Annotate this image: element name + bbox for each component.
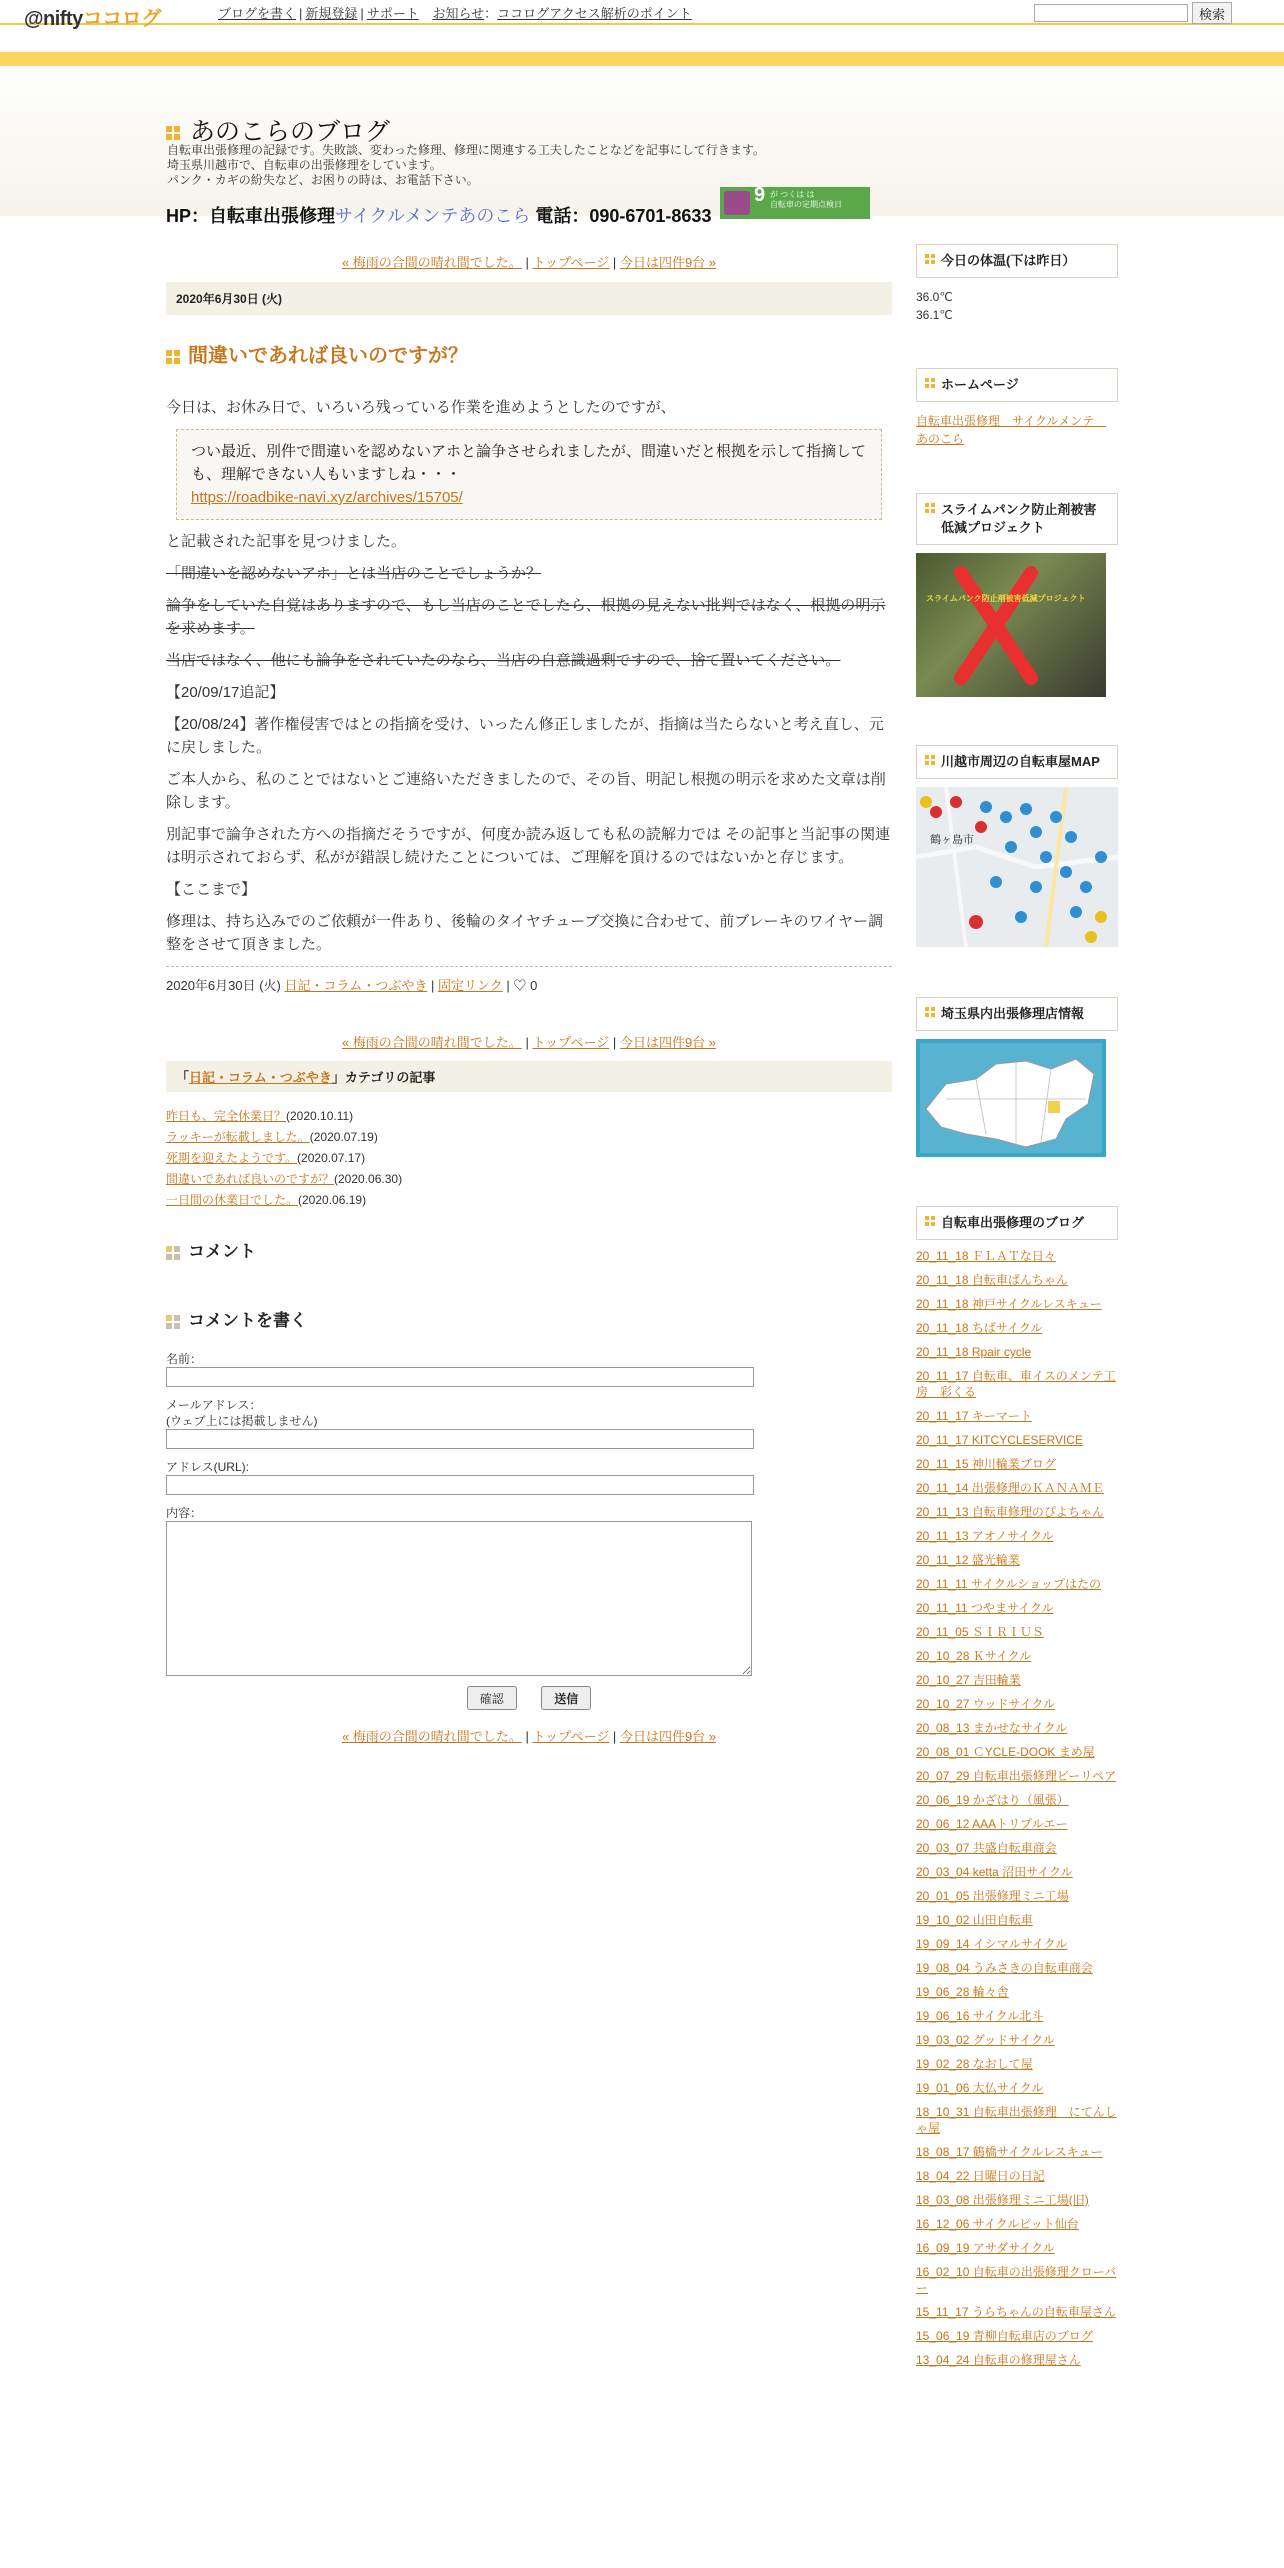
list-item xyxy=(916,2056,1118,2072)
name-field[interactable] xyxy=(166,1367,754,1387)
description-line: 埼玉県川越市で、自転車の出張修理をしています。 xyxy=(167,158,442,172)
cross-mark-icon xyxy=(916,553,1106,697)
nav-separator: | xyxy=(525,1035,529,1050)
post-paragraph: ご本人から、私のことではないとご連絡いただきましたので、その旨、明記し根拠の明示を求めた文章は削除します。 xyxy=(166,771,886,811)
nav-separator: | xyxy=(525,255,529,270)
blog-link[interactable]: 20_11_17 KITCYCLESERVICE xyxy=(916,1433,1083,1447)
struck-paragraph: 論争をしていた自覚はありますので、もし当店のことでしたら、根拠の見えない批判ではなく、根拠の明示を求めます。 xyxy=(166,597,886,637)
square-bullet-icon xyxy=(925,1007,935,1017)
nav-separator: | xyxy=(299,6,303,21)
blog-link[interactable]: 18_10_31 自転車出張修理 にてんしゃ屋 xyxy=(916,2105,1117,2135)
post-title[interactable] xyxy=(166,339,892,368)
list-item xyxy=(916,1648,1118,1664)
category-article-list xyxy=(166,1106,892,1211)
permalink-link[interactable]: 固定リンク xyxy=(438,978,503,993)
form-buttons xyxy=(166,1686,892,1710)
square-bullet-icon xyxy=(166,126,180,140)
url-field[interactable] xyxy=(166,1475,754,1495)
list-item xyxy=(916,1368,1118,1400)
category-article-link[interactable]: 間違いであれば良いのですが？ xyxy=(166,1172,335,1186)
blog-link[interactable]: 20_11_18 Rpair cycle xyxy=(916,1345,1032,1359)
list-item xyxy=(916,1248,1118,1264)
next-post-link[interactable]: 今日は四件9台 » xyxy=(619,255,717,270)
list-item xyxy=(916,1840,1118,1856)
top-page-link[interactable]: トップページ xyxy=(532,1035,610,1050)
article-date: (2020.06.19) xyxy=(298,1193,367,1207)
blog-link[interactable]: 19_01_06 大仏サイクル xyxy=(916,2081,1044,2095)
category-article-link[interactable]: 一日間の休業日でした。 xyxy=(166,1193,299,1207)
list-item xyxy=(916,1912,1118,1928)
post-paragraph: 【20/08/24】著作権侵害ではとの指摘を受け、いったん修正しましたが、指摘は当たらないと考え直し、元に戻しました。 xyxy=(166,716,884,756)
list-item xyxy=(916,1720,1118,1736)
like-count: 0 xyxy=(530,978,538,993)
struck-paragraph: 「間違いを認めないアホ」とは当店のことでしょうか？ xyxy=(166,565,542,582)
homepage-widget xyxy=(916,368,1118,448)
blog-link[interactable]: 20_06_12 AAAトリプルエー xyxy=(916,1817,1068,1831)
blog-link[interactable]: 19_09_14 イシマルサイクル xyxy=(916,1937,1068,1951)
square-bullet-icon xyxy=(925,503,935,513)
email-note: (ウェブ上には掲載しません) xyxy=(166,1414,318,1428)
list-item xyxy=(916,2104,1118,2136)
widget-title-text: 今日の体温(下は昨日） xyxy=(941,253,1076,268)
nav-separator: | xyxy=(612,255,617,270)
blog-description xyxy=(167,143,765,188)
list-item xyxy=(916,1296,1118,1312)
post-paragraph: 修理は、持ち込みでのご依頼が一件あり、後輪のタイヤチューブ交換に合わせて、前ブレーキのワイヤー調整をさせて頂きました。 xyxy=(166,913,884,953)
category-header-suffix: 」カテゴリの記事 xyxy=(331,1070,436,1085)
square-bullet-icon xyxy=(166,1246,180,1260)
category-name-link[interactable]: 日記・コラム・つぶやき xyxy=(189,1070,332,1085)
list-item xyxy=(916,1504,1118,1520)
nav-separator: | xyxy=(360,6,364,21)
post-paragraph: 別記事で論争された方への指摘だそうですが、何度か読み返しても私の読解力では その記事と当記事の関連は明示されておらず、私がが錯誤し続けたことについては、ご理解を頂けるのではないかと存じます。 xyxy=(166,826,891,866)
list-item xyxy=(916,2032,1118,2048)
main-column xyxy=(166,240,892,1745)
top-page-link[interactable]: トップページ xyxy=(532,1729,610,1744)
blog-link[interactable]: 20_03_07 共盛自転車商会 xyxy=(916,1841,1057,1855)
blog-link[interactable]: 16_12_06 サイクルピット仙台 xyxy=(916,2217,1079,2231)
bike-shop-map-image[interactable] xyxy=(916,787,1118,947)
blog-link[interactable]: 20_07_29 自転車出張修理ビーリペア xyxy=(916,1769,1117,1783)
comments-heading-text: コメント xyxy=(188,1242,256,1261)
slime-project-widget xyxy=(916,493,1118,697)
footer-separator: | xyxy=(431,978,435,993)
blog-link[interactable]: 20_11_15 神川輪業ブログ xyxy=(916,1457,1056,1471)
homepage-link[interactable]: 自転車出張修理 サイクルメンテ あのこら xyxy=(916,414,1107,446)
homepage-line xyxy=(166,202,711,228)
blog-link[interactable]: 20_11_13 自転車修理のぴよちゃん xyxy=(916,1505,1104,1519)
footer-date: 2020年6月30日 (火) xyxy=(166,978,281,993)
category-articles-header xyxy=(166,1061,892,1092)
write-comment-heading-text: コメントを書く xyxy=(188,1311,307,1330)
list-item xyxy=(916,1408,1118,1424)
blog-link[interactable]: 18_08_17 鶴橋サイクルレスキュー xyxy=(916,2145,1103,2159)
temperature-yesterday: 36.1℃ xyxy=(916,308,953,322)
article-date: (2020.07.19) xyxy=(309,1130,378,1144)
description-line: パンク・カギの紛失など、お困りの時は、お電話下さい。 xyxy=(167,173,479,187)
square-bullet-icon xyxy=(925,378,935,388)
blog-link[interactable]: 20_11_05 ＳＩＲＩＵＳ xyxy=(916,1625,1044,1639)
saitama-map-image[interactable] xyxy=(916,1039,1106,1157)
repair-blogs-widget xyxy=(916,1206,1118,2376)
like-button[interactable] xyxy=(513,978,537,993)
inspection-day-banner[interactable] xyxy=(720,184,870,219)
slime-project-image[interactable] xyxy=(916,553,1106,697)
slime-image-caption: スライムパンク防止剤被害低減プロジェクト xyxy=(926,594,1086,603)
blog-link[interactable]: 15_11_17 うらちゃんの自転車屋さん xyxy=(916,2305,1116,2319)
list-item xyxy=(916,2240,1118,2256)
url-label: アドレス(URL): xyxy=(166,1460,249,1474)
list-item xyxy=(166,1169,892,1190)
widget-title-text: 自転車出張修理のブログ xyxy=(941,1215,1085,1230)
comment-form xyxy=(166,1351,892,1710)
blog-link[interactable]: 19_02_28 なおして屋 xyxy=(916,2057,1033,2071)
quote-source-link[interactable]: https://roadbike-navi.xyz/archives/15705/ xyxy=(191,489,463,506)
quote-block xyxy=(176,429,882,520)
list-item xyxy=(916,2168,1118,2184)
list-item xyxy=(916,1672,1118,1688)
list-item xyxy=(166,1190,892,1211)
nav-separator: | xyxy=(612,1729,617,1744)
list-item xyxy=(166,1148,892,1169)
blog-link[interactable]: 20_10_28 Ｋサイクル xyxy=(916,1649,1032,1663)
bike-shop-map-widget-title xyxy=(916,745,1118,779)
notice-link[interactable]: お知らせ xyxy=(432,6,485,21)
notice-colon: ： xyxy=(484,6,498,21)
repair-blogs-widget-title xyxy=(916,1206,1118,1240)
email-label: メールアドレス： xyxy=(166,1398,262,1412)
support-link[interactable]: サポート xyxy=(366,6,419,21)
list-item xyxy=(916,1528,1118,1544)
homepage-link-wrap xyxy=(916,412,1118,448)
article-date: (2020.07.17) xyxy=(297,1151,366,1165)
list-item xyxy=(916,1864,1118,1880)
blog-link[interactable]: 20_01_05 出張修理ミニ工場 xyxy=(916,1889,1069,1903)
list-item xyxy=(916,2192,1118,2208)
widget-title-text: ホームページ xyxy=(941,377,1019,392)
saitama-repair-widget-title xyxy=(916,997,1118,1031)
article-date: (2020.06.30) xyxy=(334,1172,403,1186)
blog-link[interactable]: 20_10_27 吉田輪業 xyxy=(916,1673,1021,1687)
blog-link[interactable]: 20_11_11 サイクルショップはたの xyxy=(916,1577,1101,1591)
post-navigation-middle xyxy=(166,1032,892,1051)
widget-title-text: 川越市周辺の自転車屋MAP xyxy=(941,754,1100,769)
blog-link[interactable]: 20_11_17 キーマート xyxy=(916,1409,1032,1423)
footer-separator: | xyxy=(506,978,510,993)
blog-link[interactable]: 20_11_11 つやまサイクル xyxy=(916,1601,1054,1615)
category-open-bracket: 「 xyxy=(176,1070,190,1085)
list-item xyxy=(916,1768,1118,1784)
write-blog-link[interactable]: ブログを書く xyxy=(218,6,297,21)
search-button[interactable]: 検索 xyxy=(1192,2,1232,24)
temperature-today: 36.0℃ xyxy=(916,290,953,304)
blog-link[interactable]: 20_03_04 ketta 沼田サイクル xyxy=(916,1865,1073,1879)
banner-number: 9 xyxy=(754,184,766,206)
footer-category-link[interactable]: 日記・コラム・つぶやき xyxy=(284,978,428,993)
list-item xyxy=(916,2216,1118,2232)
list-item xyxy=(916,1552,1118,1568)
blog-link[interactable]: 16_09_19 アサダサイクル xyxy=(916,2241,1055,2255)
map-pins-icon xyxy=(916,787,1118,947)
list-item xyxy=(916,2080,1118,2096)
list-item xyxy=(916,1344,1118,1360)
post-title-text: 間違いであれば良いのですが？ xyxy=(188,345,468,367)
post-navigation-top xyxy=(166,252,892,271)
blog-link[interactable]: 20_11_18 ちばサイクル xyxy=(916,1321,1043,1335)
blog-link[interactable]: 16_02_10 自転車の出張修理クローバー xyxy=(916,2265,1117,2295)
nifty-topbar xyxy=(0,0,1284,30)
homepage-widget-title xyxy=(916,368,1118,402)
register-link[interactable]: 新規登録 xyxy=(305,6,358,21)
saitama-map-icon xyxy=(916,1039,1106,1157)
blog-link[interactable]: 20_11_14 出張修理のＫＡＮＡＭＥ xyxy=(916,1481,1104,1495)
list-item xyxy=(916,1320,1118,1336)
square-bullet-icon xyxy=(925,254,935,264)
header-stripe xyxy=(0,52,1284,66)
content-label: 内容： xyxy=(166,1506,203,1520)
list-item xyxy=(916,1936,1118,1952)
list-item xyxy=(916,2352,1118,2368)
list-item xyxy=(166,1106,892,1127)
hp-prefix: HP：自転車出張修理 xyxy=(166,206,336,226)
list-item xyxy=(916,2328,1118,2344)
list-item xyxy=(916,1432,1118,1448)
blog-link[interactable]: 19_10_02 山田自転車 xyxy=(916,1913,1033,1927)
category-article-link[interactable]: 死期を迎えたようです。 xyxy=(166,1151,298,1165)
nav-separator: | xyxy=(612,1035,617,1050)
list-item xyxy=(916,1576,1118,1592)
blog-link[interactable]: 13_04_24 自転車の修理屋さん xyxy=(916,2353,1081,2367)
temperature-widget xyxy=(916,244,1118,324)
list-item xyxy=(916,1480,1118,1496)
list-item xyxy=(916,1696,1118,1712)
blog-link[interactable]: 19_06_28 輪々舎 xyxy=(916,1985,1009,1999)
list-item xyxy=(916,1624,1118,1640)
email-field[interactable] xyxy=(166,1429,754,1449)
widget-title-text: スライムパンク防止剤被害低減プロジェクト xyxy=(941,502,1097,535)
list-item xyxy=(916,1984,1118,2000)
category-article-link[interactable]: ラッキーが転載しました。 xyxy=(166,1130,310,1144)
comment-content-field[interactable] xyxy=(166,1521,752,1676)
nav-separator: | xyxy=(525,1729,529,1744)
list-item xyxy=(916,2304,1118,2320)
widget-title-text: 埼玉県内出張修理店情報 xyxy=(941,1006,1085,1021)
blog-link[interactable]: 19_03_02 グッドサイクル xyxy=(916,2033,1055,2047)
description-line: 自転車出張修理の記録です。失敗談、変わった修理、修理に関連する工夫したことなどを記事にして行きます。 xyxy=(167,143,765,157)
post-navigation-bottom xyxy=(166,1726,892,1745)
confirm-button[interactable]: 確認 xyxy=(467,1686,517,1710)
map-label: 鶴ヶ島市 xyxy=(930,834,974,846)
blog-link[interactable]: 20_11_18 自転車ぱんちゃん xyxy=(916,1273,1068,1287)
blog-link[interactable]: 19_08_04 うみさきの自転車商会 xyxy=(916,1961,1093,1975)
struck-paragraph: 当店ではなく、他にも論争をされていたのなら、当店の自意識過剰ですので、捨て置いてください。 xyxy=(166,652,841,669)
article-date: (2020.10.11) xyxy=(286,1109,354,1123)
repair-blogs-list xyxy=(916,1248,1118,2368)
post-paragraph: 【ここまで】 xyxy=(166,881,257,898)
blog-link[interactable]: 19_06_16 サイクル北斗 xyxy=(916,2009,1044,2023)
prev-post-link[interactable]: « 梅雨の合間の晴れ間でした。 xyxy=(341,1035,522,1050)
blog-link[interactable]: 15_06_19 青柳自転車店のブログ xyxy=(916,2329,1093,2343)
banner-text: が つくは は xyxy=(770,190,815,199)
saitama-repair-widget xyxy=(916,997,1118,1157)
submit-button[interactable]: 送信 xyxy=(541,1686,591,1710)
blog-link[interactable]: 18_04_22 日曜日の日記 xyxy=(916,2169,1045,2183)
list-item xyxy=(916,2264,1118,2296)
logo-brand: ココログ xyxy=(82,8,161,30)
post-paragraph: 【20/09/17追記】 xyxy=(166,684,285,701)
prev-post-link[interactable]: « 梅雨の合間の晴れ間でした。 xyxy=(341,255,522,270)
blog-link[interactable]: 20_11_18 神戸サイクルレスキュー xyxy=(916,1297,1102,1311)
post-paragraph: 今日は、お休み日で、いろいろ残っている作業を進めようとしたのですが、 xyxy=(166,399,676,416)
logo-prefix: @nifty xyxy=(24,8,83,30)
top-page-link[interactable]: トップページ xyxy=(532,255,610,270)
blog-link[interactable]: 20_10_27 ウッドサイクル xyxy=(916,1697,1056,1711)
date-header: 2020年6月30日 (火) xyxy=(166,282,892,315)
square-bullet-icon xyxy=(166,1315,180,1329)
post-footer xyxy=(166,966,892,994)
search-input[interactable] xyxy=(1034,4,1188,22)
list-item xyxy=(916,1816,1118,1832)
list-item xyxy=(916,1456,1118,1472)
top-navigation xyxy=(218,3,692,22)
name-label: 名前： xyxy=(166,1352,203,1366)
list-item xyxy=(916,1888,1118,1904)
list-item xyxy=(916,1960,1118,1976)
list-item xyxy=(916,1272,1118,1288)
square-bullet-icon xyxy=(925,1216,935,1226)
bike-shop-map-widget xyxy=(916,745,1118,947)
blog-title-text: あのこらのブログ xyxy=(190,118,391,146)
blog-link[interactable]: 20_11_18 ＦＬＡＴな日々 xyxy=(916,1249,1056,1263)
temperature-widget-title xyxy=(916,244,1118,278)
blog-link[interactable]: 20_08_01 ＣYCLE-DOOK まめ屋 xyxy=(916,1745,1095,1759)
nifty-logo[interactable] xyxy=(24,2,161,31)
list-item xyxy=(916,1792,1118,1808)
slime-project-widget-title xyxy=(916,493,1118,545)
prev-post-link[interactable]: « 梅雨の合間の晴れ間でした。 xyxy=(341,1729,522,1744)
notice-article-link[interactable]: ココログアクセス解析のポイント xyxy=(497,6,692,21)
list-item xyxy=(916,1744,1118,1760)
next-post-link[interactable]: 今日は四件9台 » xyxy=(619,1729,717,1744)
blog-link[interactable]: 20_08_13 まかせなサイクル xyxy=(916,1721,1068,1735)
square-bullet-icon xyxy=(925,755,935,765)
blog-link[interactable]: 20_11_12 盛光輪業 xyxy=(916,1553,1020,1567)
shop-name-link[interactable]: サイクルメンテあのこら xyxy=(335,206,531,226)
write-comment-heading xyxy=(166,1306,892,1331)
blog-link[interactable]: 20_11_17 自転車、車イスのメンテ工房 彩くる xyxy=(916,1369,1116,1399)
banner-image xyxy=(724,191,750,215)
post-paragraph: と記載された記事を見つけました。 xyxy=(166,533,407,550)
banner-text: 自転車の定期点検日 xyxy=(770,200,842,209)
list-item xyxy=(916,2144,1118,2160)
square-bullet-icon xyxy=(166,350,180,364)
quote-text: つい最近、別件で間違いを認めないアホと論争させられましたが、間違いだと根拠を示して指摘しても、理解できない人もいますしね・・・ xyxy=(191,443,867,483)
list-item xyxy=(916,1600,1118,1616)
blog-link[interactable]: 20_11_13 アオノサイクル xyxy=(916,1529,1054,1543)
phone-number: 電話：090-6701-8633 xyxy=(535,206,712,226)
list-item xyxy=(166,1127,892,1148)
list-item xyxy=(916,2008,1118,2024)
next-post-link[interactable]: 今日は四件9台 » xyxy=(619,1035,717,1050)
heart-icon: ♡ xyxy=(513,978,527,993)
comments-heading xyxy=(166,1237,892,1262)
category-article-link[interactable]: 昨日も、完全休業日？ xyxy=(166,1109,287,1123)
blog-link[interactable]: 18_03_08 出張修理ミニ工場(旧) xyxy=(916,2193,1089,2207)
blog-link[interactable]: 20_06_19 かざはり（風張） xyxy=(916,1793,1069,1807)
